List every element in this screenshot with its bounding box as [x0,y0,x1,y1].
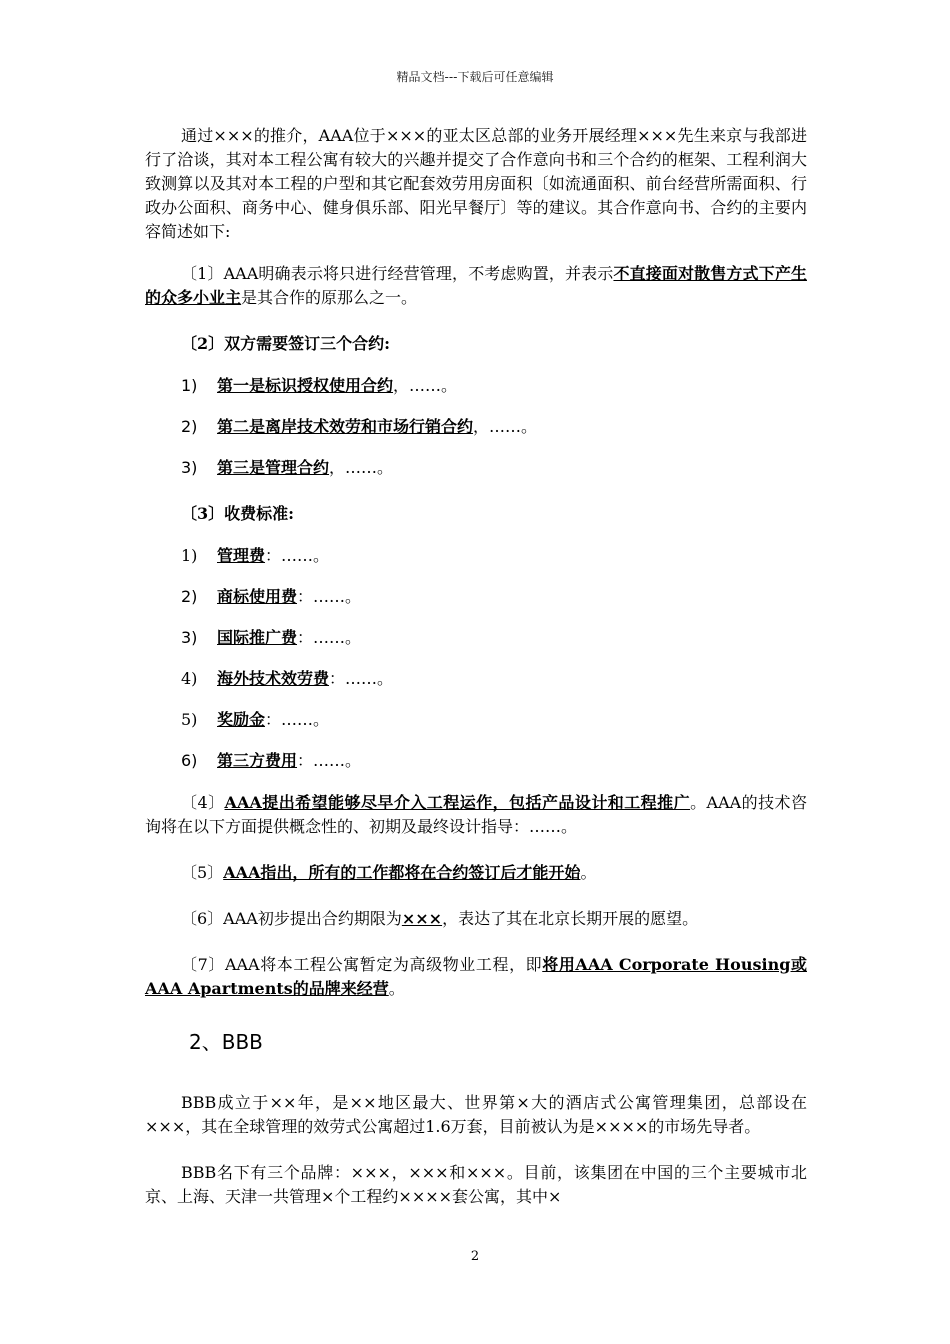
point-1-tail: 是其合作的原那么之一。 [241,288,418,307]
intro-paragraph: 通过×××的推介，AAA位于×××的亚太区总部的业务开展经理×××先生来京与我部进行了洽谈，其对本工程公寓有较大的兴趣并提交了合作意向书和三个合约的框架、工程利润大致测算以及其对本工程的户型和其它配套效劳用房面积〔如流通面积、前台经营所需面积、行政办公面积、商务中心、健身俱乐部、阳光早餐厅〕等的建议。其合作意向书、合约的主要内容简述如下: [145,126,807,241]
list-item-number: 2) [181,587,198,606]
point-4-tail: 。AAA的技术咨询将在以下方面提供概念性的、初期及最终设计指导：……。 [145,793,807,836]
list-item [145,626,807,650]
point-7-lead: 〔7〕AAA将本工程公寓暂定为高级物业工程，即 [181,955,543,974]
list-item-number: 2) [181,417,198,436]
list-item-number: 1) [181,376,198,395]
list-item-number: 5) [181,710,198,729]
list-item [145,374,807,398]
section-heading: 2、BBB [189,1030,263,1054]
list-item [145,749,807,773]
point-2-title: 〔2〕双方需要签订三个合约: [181,334,391,353]
list-item-label: 商标使用费 [217,587,298,606]
list-item-tail: ，……。 [393,376,458,395]
list-item-number: 3) [181,458,198,477]
list-item [145,708,807,732]
list-item-label: 海外技术效劳费 [217,669,330,688]
point-1-underlined: 不直接面对散售方式下产生的众多小业主 [145,264,807,307]
point-5-tail: 。 [580,863,597,882]
page-number: 2 [470,1249,480,1264]
list-item-tail: ，……。 [473,417,538,436]
list-item-tail: ：……。 [297,587,362,606]
point-4-lead: 〔4〕 [181,793,225,812]
list-item-number: 1) [181,546,198,565]
list-item-label: 奖励金 [217,710,266,729]
point-7-tail: 。 [388,979,405,998]
bbb-paragraph-1: BBB成立于××年，是××地区最大、世界第×大的酒店式公寓管理集团，总部设在×××，其在全球管理的效劳式公寓超过1.6万套，目前被认为是××××的市场先导者。 [145,1093,807,1136]
point-7 [145,953,807,1001]
list-item-label: 国际推广费 [217,628,298,647]
list-item-tail: ：……。 [297,628,362,647]
list-item [145,456,807,480]
page-header: 精品文档---下载后可任意编辑 [396,70,554,84]
point-6 [145,907,807,931]
fee-list [145,544,807,773]
point-4 [145,791,807,839]
point-6-tail: ，表达了其在北京长期开展的愿望。 [442,909,699,928]
list-item-label: 第三方费用 [217,751,298,770]
point-5-underlined: AAA指出，所有的工作都将在合约签订后才能开始 [223,863,581,882]
list-item-number: 4) [181,669,198,688]
point-1 [145,262,807,310]
list-item-label: 管理费 [217,546,266,565]
list-item-number: 3) [181,628,198,647]
list-item [145,585,807,609]
point-7-underlined: 将用AAA Corporate Housing或AAA Apartments的品牌来经营 [145,955,807,998]
point-1-lead: 〔1〕AAA明确表示将只进行经营管理，不考虑购置，并表示 [181,264,614,283]
contract-list [145,374,807,480]
point-3-title: 〔3〕收费标准: [181,504,295,523]
list-item-label: 第三是管理合约 [217,458,330,477]
point-6-lead: 〔6〕AAA初步提出合约期限为 [181,909,402,928]
list-item-tail: ：……。 [265,710,330,729]
point-6-underlined: ××× [401,909,443,928]
list-item [145,415,807,439]
list-item [145,544,807,568]
bbb-paragraph-2: BBB名下有三个品牌：×××，×××和×××。目前，该集团在中国的三个主要城市北京、上海、天津一共管理×个工程约××××套公寓，其中× [145,1163,807,1206]
list-item-tail: ，……。 [329,458,394,477]
point-4-underlined: AAA提出希望能够尽早介入工程运作，包括产品设计和工程推广 [224,793,691,812]
point-5 [145,861,807,885]
point-5-lead: 〔5〕 [181,863,224,882]
list-item-label: 第一是标识授权使用合约 [217,376,394,395]
list-item [145,667,807,691]
list-item-tail: ：……。 [265,546,330,565]
list-item-tail: ：……。 [329,669,394,688]
list-item-tail: ：……。 [297,751,362,770]
list-item-number: 6) [181,751,198,770]
list-item-label: 第二是离岸技术效劳和市场行销合约 [217,417,474,436]
document-body [145,124,807,1209]
